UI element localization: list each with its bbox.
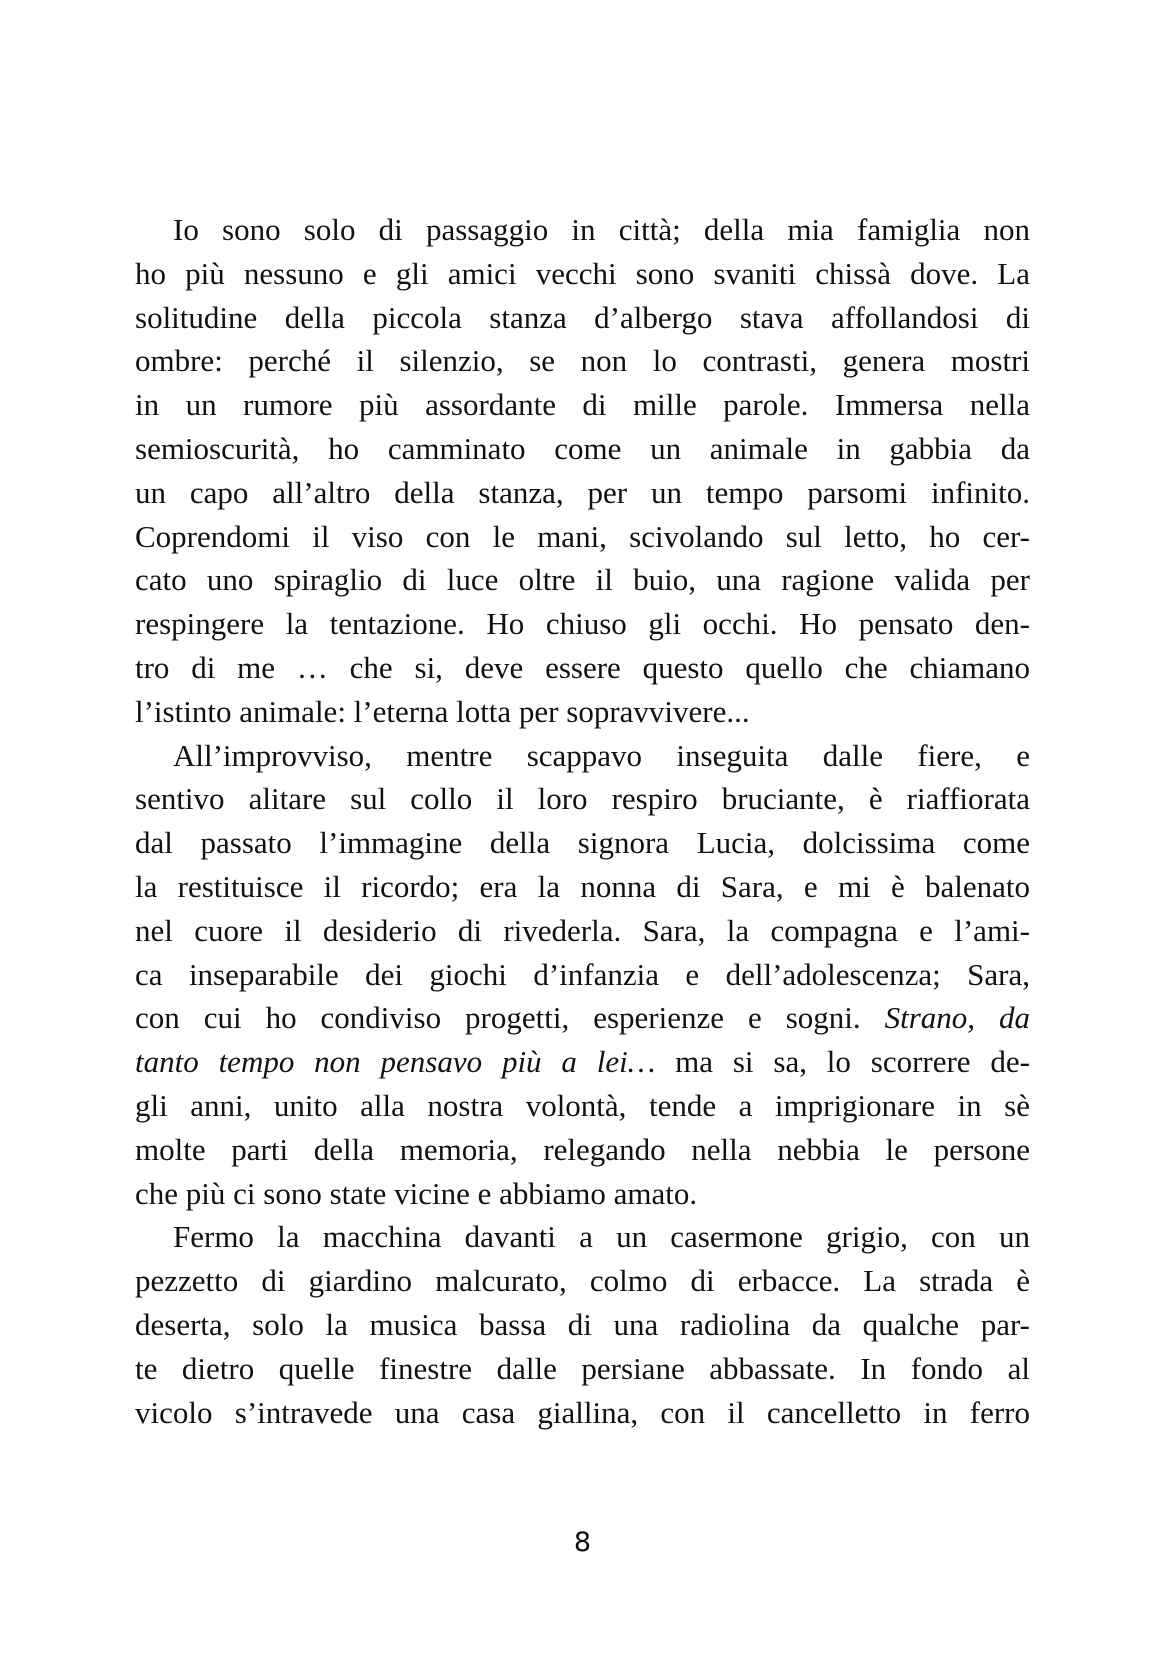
page-number: 8 — [573, 1527, 592, 1558]
text-line: gli anni, unito alla nostra volontà, tende a imprigionare in sè — [135, 1087, 1030, 1123]
text-line: la restituisce il ricordo; era la nonna di Sara, e mi è balenato — [135, 868, 1030, 904]
text-line: nel cuore il desiderio di rivederla. Sara, la compagna e l’ami- — [135, 912, 1030, 948]
text-line-mixed — [135, 996, 1030, 1040]
text-line: Fermo la macchina davanti a un casermone grigio, con un — [173, 1219, 1030, 1255]
text-line: cato uno spiraglio di luce oltre il buio, una ragione valida per — [135, 562, 1030, 598]
text-line: solitudine della piccola stanza d’albergo stava affollandosi di — [135, 299, 1030, 335]
text-line: ombre: perché il silenzio, se non lo contrasti, genera mostri — [135, 343, 1030, 379]
text-line: molte parti della memoria, relegando nella nebbia le persone — [135, 1131, 1030, 1167]
text-line: in un rumore più assordante di mille parole. Immersa nella — [135, 387, 1030, 423]
italic-text-run: tanto tempo non pensavo più a lei… — [135, 1044, 656, 1080]
text-line-mixed — [135, 1040, 1030, 1084]
text-line: tro di me … che si, deve essere questo quello che chiamano — [135, 649, 1030, 685]
text-run: ma si sa, lo scorrere de- — [655, 1044, 1030, 1080]
text-line: te dietro quelle finestre dalle persiane abbassate. In fondo al — [135, 1350, 1030, 1386]
text-line: un capo all’altro della stanza, per un tempo parsomi infinito. — [135, 474, 1030, 510]
italic-text-run: Strano, da — [884, 1000, 1030, 1036]
text-line: ca inseparabile dei giochi d’infanzia e dell’adolescenza; Sara, — [135, 956, 1030, 992]
text-line: Coprendomi il viso con le mani, scivolando sul letto, ho cer- — [135, 518, 1030, 554]
text-line: sentivo alitare sul collo il loro respiro bruciante, è riaffiorata — [135, 781, 1030, 817]
text-line: respingere la tentazione. Ho chiuso gli occhi. Ho pensato den- — [135, 606, 1030, 642]
text-line: semioscurità, ho camminato come un animale in gabbia da — [135, 430, 1030, 466]
body-text — [135, 208, 1030, 1434]
text-line: ho più nessuno e gli amici vecchi sono svaniti chissà dove. La — [135, 255, 1030, 291]
text-line: deserta, solo la musica bassa di una radiolina da qualche par- — [135, 1306, 1030, 1342]
text-line: vicolo s’intravede una casa giallina, con il cancelletto in ferro — [135, 1394, 1030, 1430]
text-run: con cui ho condiviso progetti, esperienze e sogni. — [135, 1000, 885, 1036]
text-line: che più ci sono state vicine e abbiamo amato. — [135, 1175, 698, 1211]
text-line: All’improvviso, mentre scappavo inseguita dalle fiere, e — [173, 737, 1030, 773]
text-line: pezzetto di giardino malcurato, colmo di erbacce. La strada è — [135, 1263, 1030, 1299]
text-line: dal passato l’immagine della signora Lucia, dolcissima come — [135, 825, 1030, 861]
text-line: Io sono solo di passaggio in città; della mia famiglia non — [173, 212, 1030, 247]
text-line: l’istinto animale: l’eterna lotta per sopravvivere... — [135, 693, 750, 729]
